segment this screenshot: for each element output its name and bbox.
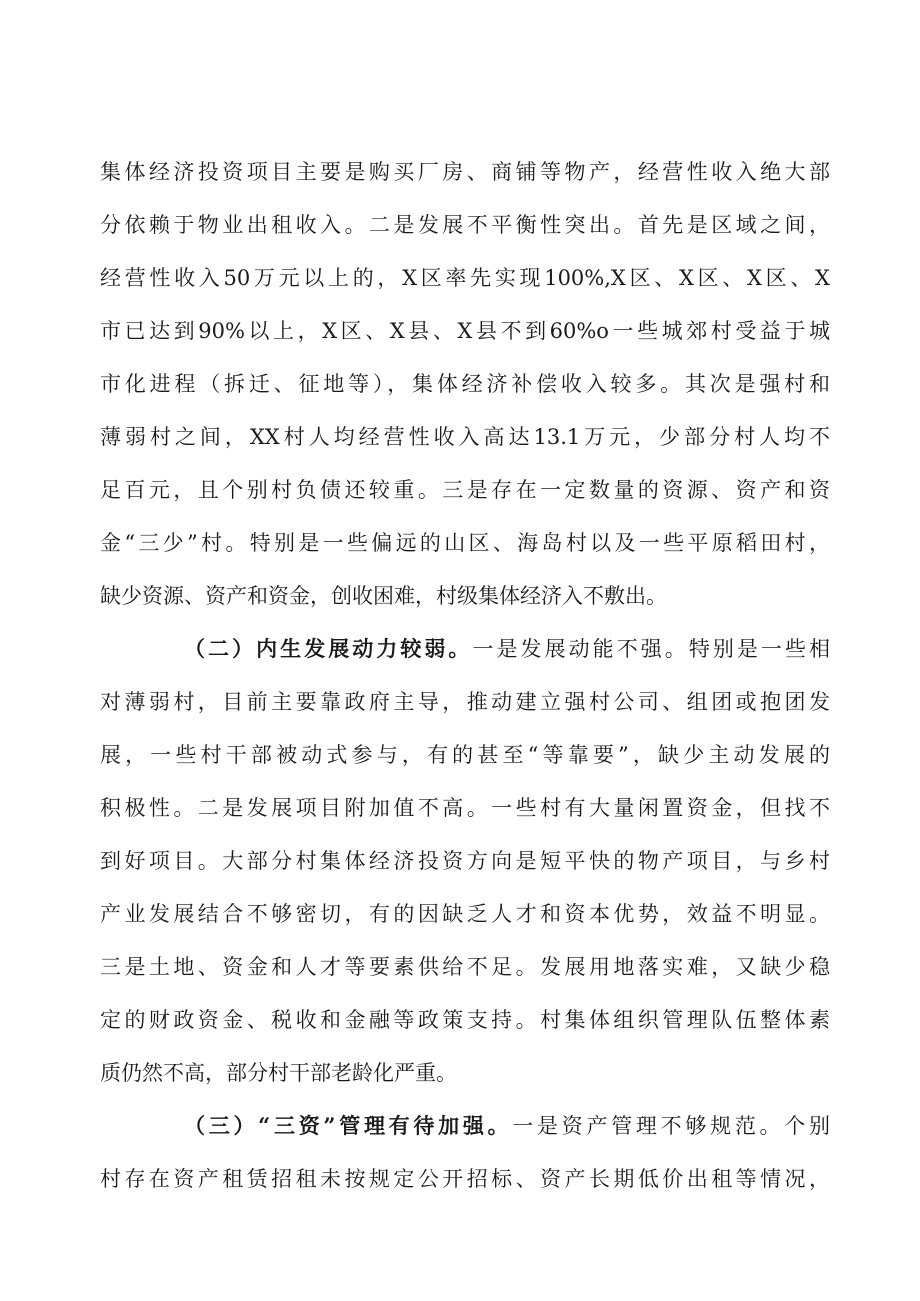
paragraph-1-line-8: 金“三少”村。特别是一些偏远的山区、海岛村以及一些平原稻田村， [100, 531, 830, 555]
paragraph-2-line-3: 展，一些村干部被动式参与，有的甚至“等靠要”，缺少主动发展的 [100, 743, 830, 767]
paragraph-2-line-8: 定的财政资金、税收和金融等政策支持。村集体组织管理队伍整体素 [100, 1008, 830, 1032]
paragraph-2-line-4: 积极性。二是发展项目附加值不高。一些村有大量闲置资金，但找不 [100, 796, 830, 820]
paragraph-2-line-6: 产业发展结合不够密切，有的因缺乏人才和资本优势，效益不明显。 [100, 902, 830, 926]
paragraph-2-line-7: 三是土地、资金和人才等要素供给不足。发展用地落实难，又缺少稳 [100, 955, 830, 979]
paragraph-2-line-2: 对薄弱村，目前主要靠政府主导，推动建立强村公司、组团或抱团发 [100, 690, 830, 714]
paragraph-2-line-1 [184, 634, 830, 664]
paragraph-1-line-1: 集体经济投资项目主要是购买厂房、商铺等物产，经营性收入绝大部 [100, 160, 830, 184]
section-heading-2: （二）内生发展动力较弱。 [184, 636, 473, 661]
paragraph-2-first-line-text: 一是发展动能不强。特别是一些相 [472, 637, 831, 661]
paragraph-1-line-6: 薄弱村之间，XX村人均经营性收入高达13.1万元，少部分村人均不 [100, 425, 830, 449]
paragraph-1-line-9: 缺少资源、资产和资金，创收困难，村级集体经济入不敷出。 [100, 584, 667, 608]
paragraph-1-line-7: 足百元，且个别村负债还较重。三是存在一定数量的资源、资产和资 [100, 478, 830, 502]
paragraph-1-line-3: 经营性收入50万元以上的，X区率先实现100%,X区、X区、X区、X [100, 266, 830, 290]
paragraph-2-line-5: 到好项目。大部分村集体经济投资方向是短平快的物产项目，与乡村 [100, 849, 830, 873]
paragraph-3-line-2: 村存在资产租赁招租未按规定公开招标、资产长期低价出租等情况， [100, 1167, 830, 1191]
paragraph-2-line-9: 质仍然不高，部分村干部老龄化严重。 [100, 1061, 457, 1085]
paragraph-3-first-line-text: 一是资产管理不够规范。个别 [512, 1114, 830, 1138]
paragraph-1-line-2: 分依赖于物业出租收入。二是发展不平衡性突出。首先是区域之间， [100, 213, 830, 237]
paragraph-1-line-5: 市化进程（拆迁、征地等），集体经济补偿收入较多。其次是强村和 [100, 372, 830, 396]
paragraph-1-line-4: 市已达到90%以上，X区、X县、X县不到60%o一些城郊村受益于城 [100, 319, 830, 343]
section-heading-3: （三）“三资”管理有待加强。 [184, 1113, 513, 1138]
paragraph-3-line-1 [184, 1111, 830, 1141]
